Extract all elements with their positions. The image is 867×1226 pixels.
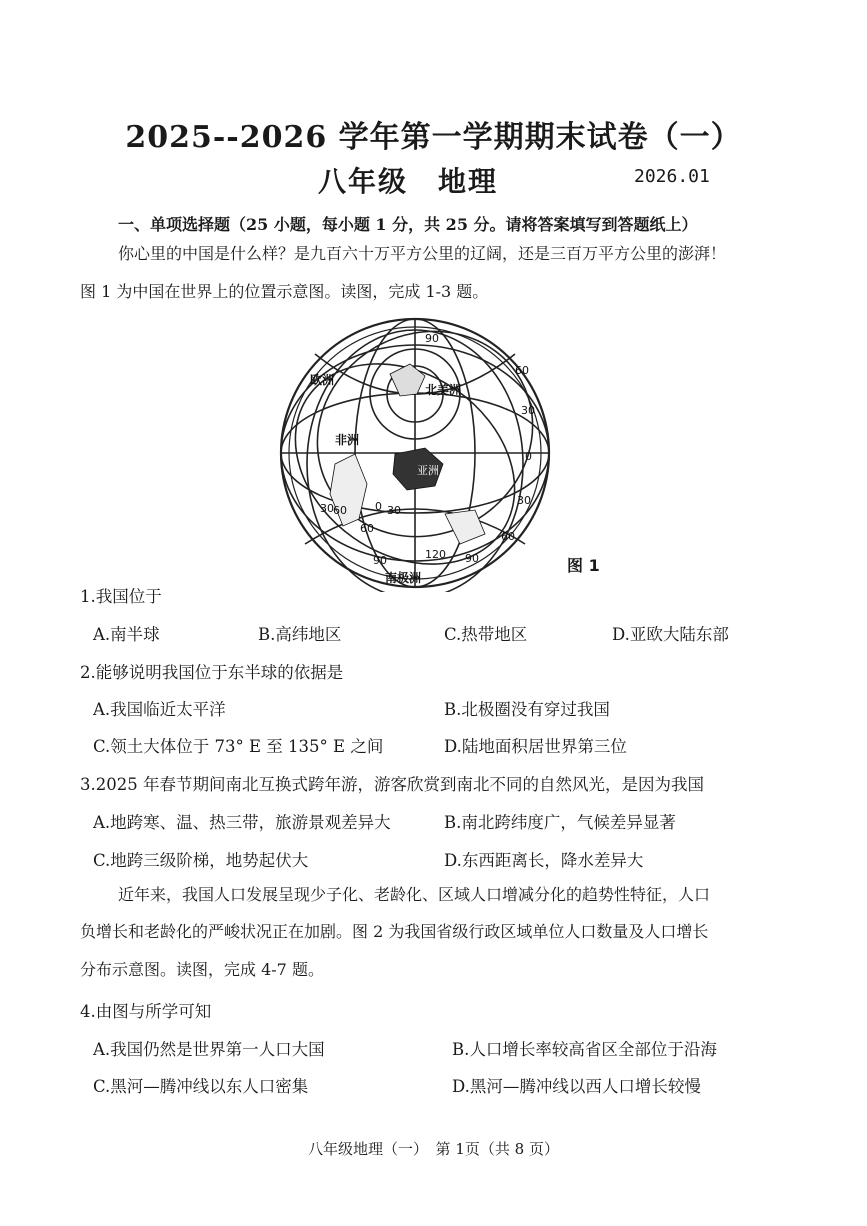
continent-shapes <box>330 364 485 544</box>
question-1-option-b: B.高纬地区 <box>258 625 342 644</box>
intro1-line1: 你心里的中国是什么样？是九百六十万平方公里的辽阔，还是三百万平方公里的澎湃！ <box>118 244 727 263</box>
question-4-option-b: B.人口增长率较高省区全部位于沿海 <box>452 1040 717 1059</box>
exam-title: 2025--2026 学年第一学期期末试卷（一） <box>125 120 742 155</box>
question-1-option-a: A.南半球 <box>93 625 160 644</box>
map-label-60-low: 60 <box>360 522 374 535</box>
map-label-antarctica: 南极洲 <box>385 571 422 585</box>
question-4-option-a: A.我国仍然是世界第一人口大国 <box>93 1040 325 1059</box>
question-1-stem: 1.我国位于 <box>80 587 162 606</box>
map-label-30-right-s: 30 <box>517 494 531 507</box>
intro2-line3: 分布示意图。读图，完成 4-7 题。 <box>80 960 324 979</box>
question-2-option-a: A.我国临近太平洋 <box>93 700 226 719</box>
map-label-30-left: 30 <box>320 502 334 515</box>
map-label-90-top: 90 <box>425 332 439 345</box>
question-1-option-c: C.热带地区 <box>444 625 528 644</box>
question-1-option-d: D.亚欧大陆东部 <box>612 625 729 644</box>
map-label-30-right: 30 <box>521 404 535 417</box>
question-3-option-c: C.地跨三级阶梯，地势起伏大 <box>93 851 309 870</box>
question-3-option-d: D.东西距离长，降水差异大 <box>444 851 644 870</box>
question-2-option-b: B.北极圈没有穿过我国 <box>444 700 610 719</box>
map-label-europe: 欧洲 <box>310 373 335 387</box>
map-label-90-low: 90 <box>373 554 387 567</box>
map-label-60-right-s: 60 <box>501 530 515 543</box>
map-label-30-eq: 30 <box>387 504 401 517</box>
question-4-option-d: D.黑河—腾冲线以西人口增长较慢 <box>452 1077 701 1096</box>
question-3-option-a: A.地跨寒、温、热三带，旅游景观差异大 <box>93 813 391 832</box>
intro2-line2: 负增长和老龄化的严峻状况正在加剧。图 2 为我国省级行政区域单位人口数量及人口增长 <box>80 922 709 941</box>
page-footer: 八年级地理（一） 第 1页（共 8 页） <box>308 1140 559 1158</box>
map-label-asia: 亚洲 <box>417 464 439 477</box>
map-label-0-right: 0 <box>525 450 532 463</box>
section-heading: 一、单项选择题（25 小题，每小题 1 分，共 25 分。请将答案填写到答题纸上） <box>118 215 698 234</box>
map-label-60-left: 60 <box>333 504 347 517</box>
intro1-line2: 图 1 为中国在世界上的位置示意图。读图，完成 1-3 题。 <box>80 282 489 301</box>
question-2-stem: 2.能够说明我国位于东半球的依据是 <box>80 663 344 682</box>
question-2-option-c: C.领土大体位于 73° E 至 135° E 之间 <box>93 737 384 756</box>
question-4-stem: 4.由图与所学可知 <box>80 1002 212 1021</box>
globe-map-figure <box>275 314 555 592</box>
question-3-stem: 3.2025 年春节期间南北互换式跨年游，游客欣赏到南北不同的自然风光，是因为我国 <box>80 775 704 794</box>
map-label-north-america: 北美洲 <box>425 383 462 397</box>
map-label-90-right-s: 90 <box>465 552 479 565</box>
figure1-label: 图 1 <box>567 556 600 575</box>
question-4-option-c: C.黑河—腾冲线以东人口密集 <box>93 1077 309 1096</box>
map-label-120: 120 <box>425 548 446 561</box>
exam-subtitle: 八年级 地理 <box>318 165 499 198</box>
intro2-line1: 近年来，我国人口发展呈现少子化、老龄化、区域人口增减分化的趋势性特征，人口 <box>118 885 711 904</box>
map-label-0-eq: 0 <box>375 500 382 513</box>
question-3-option-b: B.南北跨纬度广，气候差异显著 <box>444 813 676 832</box>
question-2-option-d: D.陆地面积居世界第三位 <box>444 737 627 756</box>
map-label-africa: 非洲 <box>335 433 360 447</box>
map-label-60-right: 60 <box>515 364 529 377</box>
exam-date: 2026.01 <box>634 166 710 187</box>
